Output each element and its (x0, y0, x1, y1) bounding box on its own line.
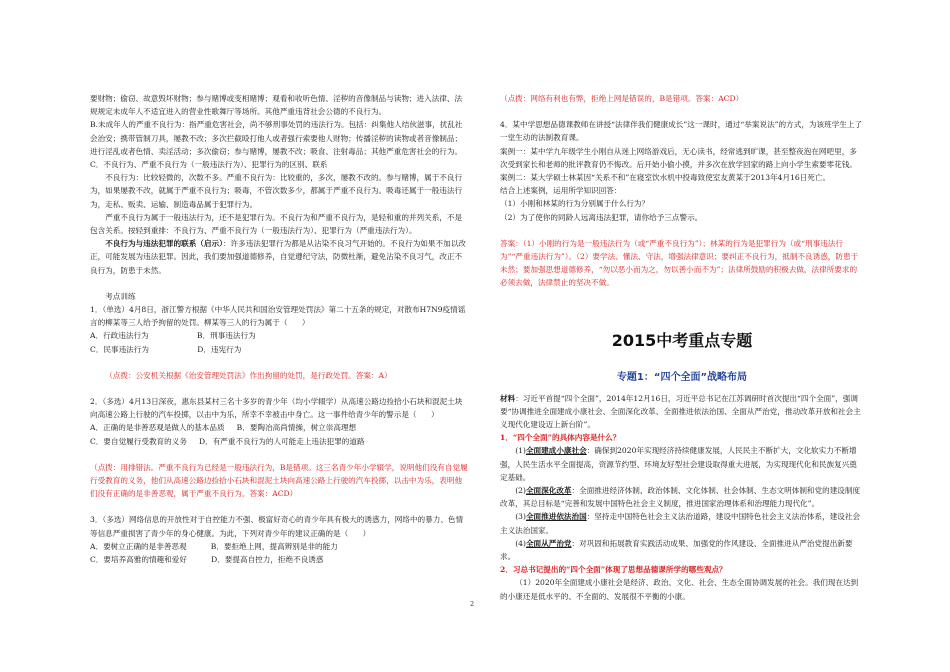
key-term: 全面推进依法治国 (525, 512, 587, 522)
page-title: 2015中考重点专题 (611, 330, 753, 350)
option-line: C．要培养高雅的情趣和爱好 D．要提高自控力，拒绝不良诱惑 (90, 555, 324, 565)
list-item: (2)全面深化改革：全面推进经济体制、政治体制、文化体制、社会体制、生态文明体制和党的建设制度改革，其总目标是“完善和发展中国特色社会主义制度，推进国家治理体系和治理能力现代化”。 (500, 486, 861, 509)
list-item: (4)全面从严治党：对巩固和拓展教育实践活动成果、加强党的作风建设、全面推进从严治党提出新要求。 (500, 538, 853, 562)
right-column (500, 92, 864, 603)
sub-question: （2）为了使你的同龄人远离违法犯罪，请你给予三点警示。 (500, 212, 703, 222)
paragraph: 不良行为：比较轻微的，次数不多。严重不良行为：比较重的，多次，屡教不改的。参与赌博，属于不良行为，如果屡教不改，就属于严重不良行为；吸毒，不管次数多少，都属于严重不良行为。吸毒还属于一般违法行为，走私、贩卖、运输、制造毒品属于犯罪行为。 (90, 173, 463, 209)
material-paragraph (500, 392, 864, 432)
option-line: A．正确的是非善恶观是做人的基本品质 B．要陶冶高尚情操，树立崇高理想 (90, 423, 357, 433)
question: 1．（单选）4月8日，浙江警方根据《中华人民共和国治安管理处罚法》第二十五条的规定，对散布H7N9疫情谣言的柳某等三人给予拘留的处罚。柳某等三人的行为属于（ ） (90, 305, 466, 328)
answer-note: （点拨：用排错法。严重不良行为已经是一般违法行为，B是错项。这三名青少年小学辍学，说明他们没有自觉履行受教育的义务，他们从高速公路边捡拾小石块和混泥土块向高速公路上行驶的汽车投掷，以击中为乐，表明他们没有正确的是非善恶观，属于严重不良行为。答案：ACD） (90, 462, 468, 499)
section-heading: C．不良行为、严重不良行为（一般违法行为）、犯罪行为的区别、联系 (90, 160, 328, 170)
option-line: A．行政违法行为 B．刑事违法行为 (90, 331, 256, 341)
paragraph: 严重不良行为属于一般违法行为，还不是犯罪行为。不良行为和严重不良行为，是轻和重的并列关系，不是包含关系。按轻到重排：不良行为、严重不良行为（一般违法行为）、犯罪行为（严重违法行为）。 (90, 212, 463, 236)
case-text: 案例二：某大学硕士林某因“关系不和”在寝室饮水机中投毒致使室友黄某于2013年4月16日死亡。 (500, 173, 831, 183)
page-number: 2 (470, 600, 475, 608)
option-line: C．要自觉履行受教育的义务 D．有严重不良行为的人可能走上违法犯罪的道路 (90, 436, 365, 446)
prompt-line: 结合上述案例，运用所学知识回答： (500, 186, 622, 196)
question: 4．某中学思想品德课教师在讲授“法律伴我们健康成长”这一课时，通过“举案说法”的方式，为该班学生上了一堂生动的法制教育课。 (500, 120, 863, 143)
answer-text: 答案：（1）小刚的行为是一般违法行为（或“严重不良行为”）；林某的行为是犯罪行为（或“刑事违法行为”“严重违法行为”）。（2）要学法、懂法、守法，增强法律意识；要纠正不良行为，抵制不良诱惑，防患于未然；要加强思想道德修养，“勿以恶小而为之，勿以善小而不为”；法律所鼓励的积极去做，法律所要求的必须去做，法律禁止的坚决不做。 (500, 238, 859, 288)
question-heading: 2．习总书记提出的“四个全面”体现了思想品德课所学的哪些观点？ (500, 565, 727, 575)
topic-title: 专题1：“四个全面”战略布局 (616, 371, 748, 383)
paragraph: 要财物；偷窃、故意毁坏财物；参与赌博或变相赌博；观看和收听色情、淫秽的音像制品与读物；进入法律、法规规定未成年人不适宜进入的营业性歌舞厅等场所。其他严重违背社会公德的不良行为。 (90, 94, 463, 117)
option-line: A．要树立正确的是非善恶观 B．要拒绝上网，提高辨别是非的能力 (90, 541, 338, 551)
paragraph: （1）2020年全面建成小康社会是经济、政治、文化、社会、生态全面协调发展的社会。我们现在达到的小康还是低水平的、不全面的、发展很不平衡的小康。 (500, 578, 859, 601)
answer-note: （点拨：网络有利也有弊，拒绝上网是错误的，B是错项。答案：ACD） (500, 94, 744, 103)
key-term: 全面从严治党 (525, 538, 572, 548)
key-term: 全面建成小康社会 (525, 446, 587, 456)
paragraph: B.未成年人的严重不良行为：指严重危害社会，尚不够刑事处罚的违法行为。包括：纠集他人结伙滋事，扰乱社会治安；携带管制刀具，屡教不改；多次拦截殴打他人或者强行索要他人财物；传播淫秽的读物或者音像制品；进行淫乱或者色情、卖淫活动；多次偷窃；参与赌博，屡教不改；吸食、注射毒品；其他严重危害社会的行为。 (90, 120, 463, 156)
section-heading: 考点训练 (105, 291, 136, 301)
case-text: 案例一：某中学九年级学生小刚自从迷上网络游戏后，无心读书，经常逃到旷课，甚至整夜泡在网吧里，多次受到家长和老师的批评教育仍不悔改。后开始小偷小摸，并多次在放学回家的路上向小学生索要零花钱。 (500, 146, 857, 169)
material-text: ：习近平首提“四个全面”，2014年12月16日，习近平总书记在江苏调研时首次提出“四个全面”，强调要“协调推进全面建成小康社会、全面深化改革、全面推进依法治国、全面从严治党，推动改革开放和社会主义现代化建设迈上新台阶”。 (500, 393, 861, 430)
paragraph (90, 237, 468, 277)
paragraph-text: ：许多违法犯罪行为都是从沾染不良习气开始的。不良行为如果不加以改正，可能发展为违法犯罪。因此，我们要加强道德修养，自觉遵纪守法，防微杜渐，避免沾染不良习气，改正不良行为，防患于未然。 (90, 239, 466, 275)
option-line: C．民事违法行为 D．违宪行为 (90, 344, 242, 354)
question-heading: 1．“四个全面”的具体内容是什么？ (500, 433, 621, 443)
bold-lead: 不良行为与违法犯罪的联系（启示） (105, 239, 223, 249)
sub-question: （1）小刚和林某的行为分别属于什么行为？ (500, 199, 650, 209)
answer-note: （点拨：公安机关根据《治安管理处罚法》作出拘留的处罚，是行政处罚。答案：A） (105, 370, 392, 380)
question: 2．（多选）4月13日深夜，惠东县某村三名十多岁的青少年（均小学辍学）从高速公路边捡拾小石块和混泥土块向高速公路上行驶的汽车投掷，以击中为乐，所幸不幸被击中身亡。这一事件给青少年的警示是（ ） (90, 397, 463, 420)
key-term: 全面深化改革 (525, 486, 572, 496)
list-item: (3)全面推进依法治国：坚持走中国特色社会主义法治道路，建设中国特色社会主义法治体系，建设社会主义法治国家。 (500, 512, 861, 535)
material-label: 材料 (500, 393, 516, 403)
question: 3．（多选）网络信息的开放性对于自控能力不强、极富好奇心的青少年具有极大的诱惑力，网络中的暴力、色情等信息严重损害了青少年的身心健康。为此，下列对青少年的建议正确的是（ ） (90, 515, 464, 538)
left-column (90, 92, 468, 566)
list-item: (1)全面建成小康社会：确保到2020年实现经济持续健康发展，人民民主不断扩大，文化软实力不断增强，人民生活水平全面提高，资源节约型、环境友好型社会建设取得重大进展，为实现现代化和民族复兴奠定基础。 (500, 446, 857, 482)
